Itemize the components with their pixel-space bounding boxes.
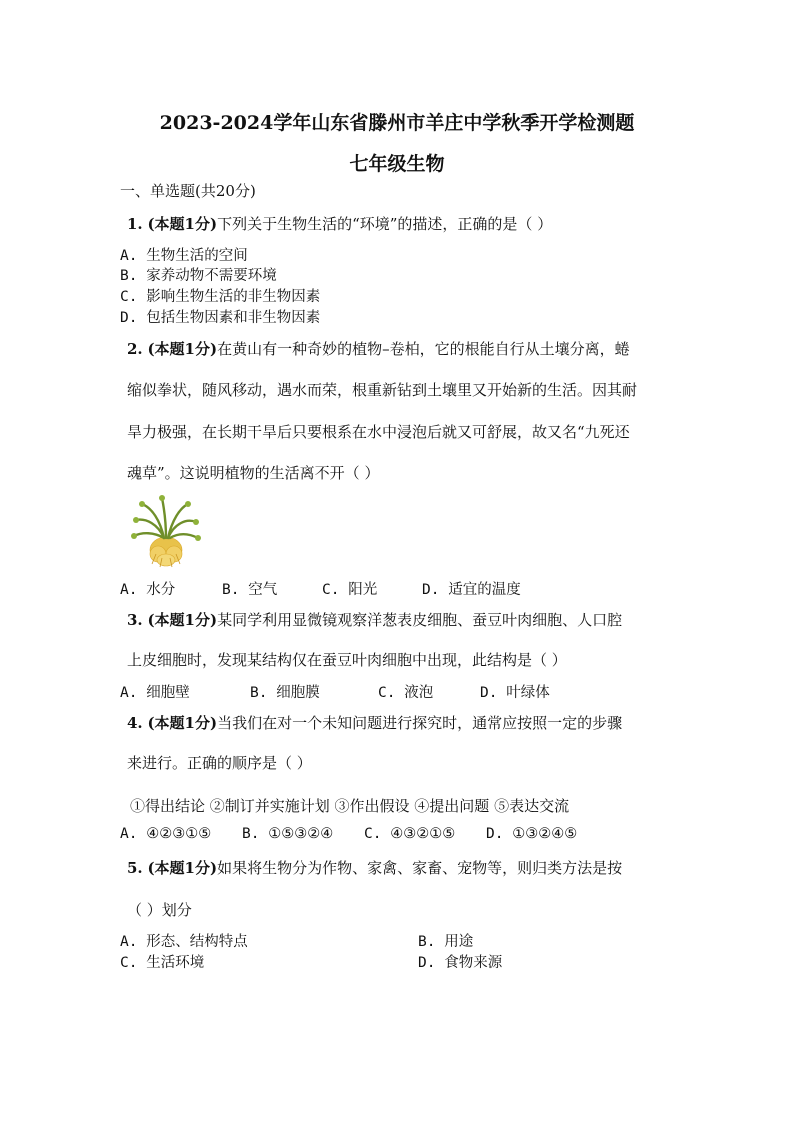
question-stem-line: 来进行。正确的顺序是（ ） [127,754,312,772]
question-1 [127,213,552,234]
question-score-tag: (本题1分) [147,714,218,732]
question-5 [127,857,622,878]
option-a: A. ④②③①⑤ [120,826,212,842]
question-stem-line: 当我们在对一个未知问题进行探究时，通常应按照一定的步骤 [217,714,623,732]
option-a: A. 水分 [120,582,176,598]
option-a: A. 细胞壁 [120,685,190,701]
question-number: 3. [127,611,143,629]
option-c: C. 生活环境 [120,955,205,971]
option-d: D. 适宜的温度 [422,582,521,598]
question-score-tag: (本题1分) [147,340,218,358]
option-b: B. 细胞膜 [250,685,320,701]
question-4 [127,712,622,733]
question-score-tag: (本题1分) [147,215,218,233]
question-stem-line: 某同学利用显微镜观察洋葱表皮细胞、蚕豆叶肉细胞、人口腔 [217,611,623,629]
option-d: D. 食物来源 [418,955,503,971]
option-b: B. 家养动物不需要环境 [120,268,277,284]
question-stem-line: 缩似拳状，随风移动，遇水而荣，根重新钻到土壤里又开始新的生活。因其耐 [127,381,638,399]
question-score-tag: (本题1分) [147,859,218,877]
question-number: 1. [127,215,143,233]
option-d: D. ①③②④⑤ [486,826,578,842]
option-c: C. 影响生物生活的非生物因素 [120,289,321,305]
section-header: 一、单选题(共20分) [120,182,256,200]
plant-icon [128,494,202,568]
option-c: C. ④③②①⑤ [364,826,456,842]
option-b: B. ①⑤③②④ [242,826,334,842]
page-title: 2023-2024学年山东省滕州市羊庄中学秋季开学检测题 [159,112,635,134]
question-stem-line: 如果将生物分为作物、家禽、家畜、宠物等，则归类方法是按 [217,859,623,877]
question-3 [127,609,622,630]
question-number: 4. [127,714,143,732]
question-stem-line: 旱力极强，在长期干旱后只要根系在水中浸泡后就又可舒展，故又名“九死还 [127,423,630,441]
question-number: 5. [127,859,143,877]
question-stem-line: 魂草”。这说明植物的生活离不开（ ） [127,464,380,482]
question-stem-line: 上皮细胞时，发现某结构仅在蚕豆叶肉细胞中出现，此结构是（ ） [127,651,567,669]
procedure-steps: ①得出结论 ②制订并实施计划 ③作出假设 ④提出问题 ⑤表达交流 [130,797,570,815]
option-a: A. 生物生活的空间 [120,248,248,264]
question-stem-line: （ ）划分 [127,901,192,919]
option-d: D. 包括生物因素和非生物因素 [120,310,321,326]
selaginella-plant-image [128,494,202,568]
option-b: B. 空气 [222,582,278,598]
question-score-tag: (本题1分) [147,611,218,629]
question-stem: 下列关于生物生活的“环境”的描述，正确的是（ ） [217,215,553,233]
option-c: C. 液泡 [378,685,434,701]
option-b: B. 用途 [418,934,474,950]
question-stem-line: 在黄山有一种奇妙的植物–卷柏，它的根能自行从土壤分离，蜷 [217,340,630,358]
question-2 [127,338,630,359]
page-subtitle: 七年级生物 [349,153,445,175]
option-d: D. 叶绿体 [480,685,550,701]
option-c: C. 阳光 [322,582,378,598]
question-number: 2. [127,340,143,358]
option-a: A. 形态、结构特点 [120,934,248,950]
